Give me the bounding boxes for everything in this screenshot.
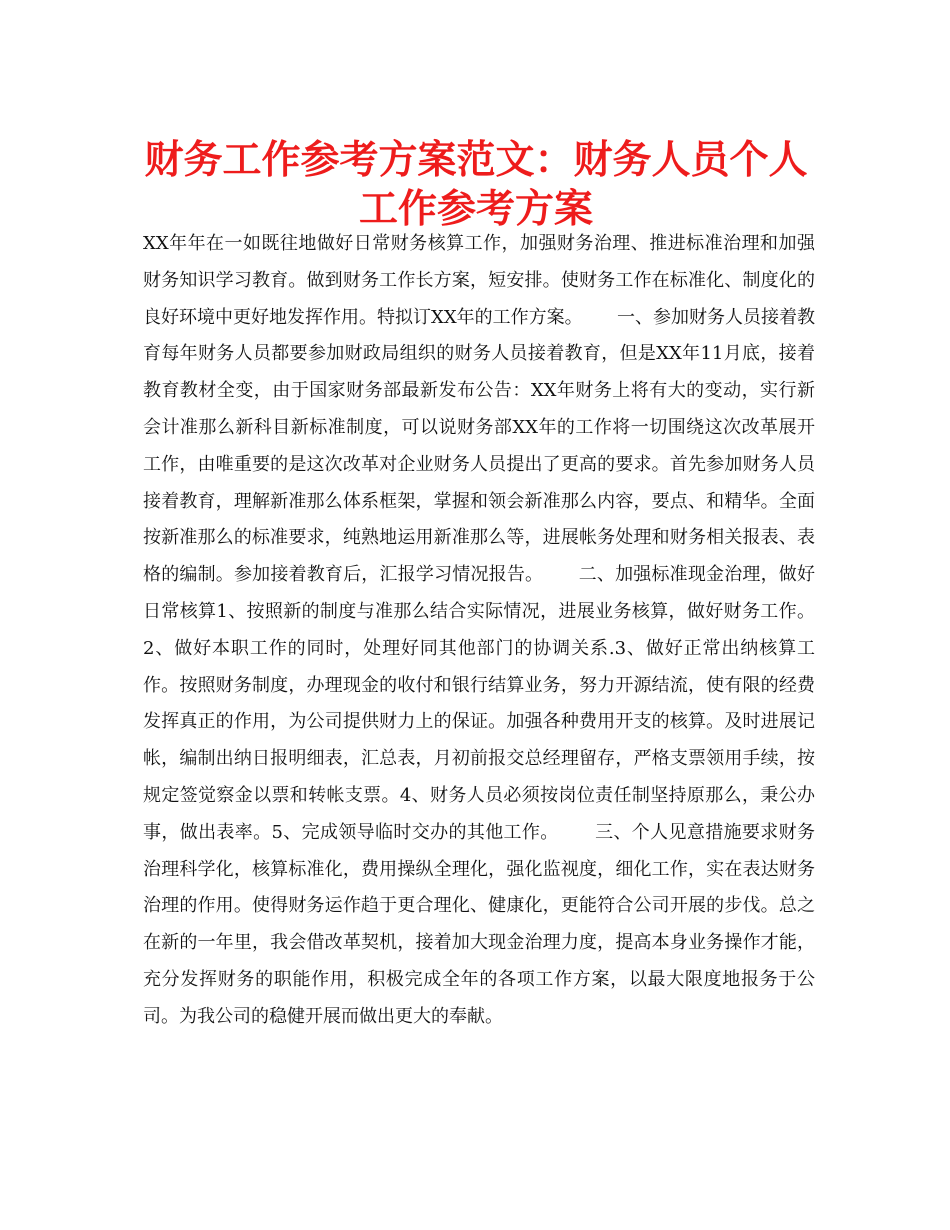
document-body: XX年年在一如既往地做好日常财务核算工作，加强财务治理、推进标准治理和加强财务知识学习教育。做到财务工作长方案，短安排。使财务工作在标准化、制度化的良好环境中更好地发挥作用。特拟订XX年的工作方案。 一、参加财务人员接着教育每年财务人员都要参加财政局组织的财务人员接着教育，但是XX年11月底，接着教育教材全变，由于国家财务部最新发布公告：XX年财务上将有大的变动，实行新会计准那么新科目新标准制度，可以说财务部XX年的工作将一切围绕这次改革展开工作，由唯重要的是这次改革对企业财务人员提出了更高的要求。首先参加财务人员接着教育，理解新准那么体系框架，掌握和领会新准那么内容，要点、和精华。全面按新准那么的标准要求，纯熟地运用新准那么等，进展帐务处理和财务相关报表、表格的编制。参加接着教育后，汇报学习情况报告。 二、加强标准现金治理，做好日常核算1、按照新的制度与准那么结合实际情况，进展业务核算，做好财务工作。2、做好本职工作的同时，处理好同其他部门的协调关系.3、做好正常出纳核算工作。按照财务制度，办理现金的收付和银行结算业务，努力开源结流，使有限的经费发挥真正的作用，为公司提供财力上的保证。加强各种费用开支的核算。及时进展记帐，编制出纳日报明细表，汇总表，月初前报交总经理留存，严格支票领用手续，按规定签觉察金以票和转帐支票。4、财务人员必须按岗位责任制坚持原那么，秉公办事，做出表率。5、完成领导临时交办的其他工作。 三、个人见意措施要求财务治理科学化，核算标准化，费用操纵全理化，强化监视度，细化工作，实在表达财务治理的作用。使得财务运作趋于更合理化、健康化，更能符合公司开展的步伐。总之在新的一年里，我会借改革契机，接着加大现金治理力度，提高本身业务操作才能，充分发挥财务的职能作用，积极完成全年的各项工作方案，以最大限度地报务于公司。为我公司的稳健开展而做出更大的奉献。	[143, 233, 815, 1027]
document-title: 财务工作参考方案范文：财务人员个人工作参考方案	[144, 138, 808, 232]
